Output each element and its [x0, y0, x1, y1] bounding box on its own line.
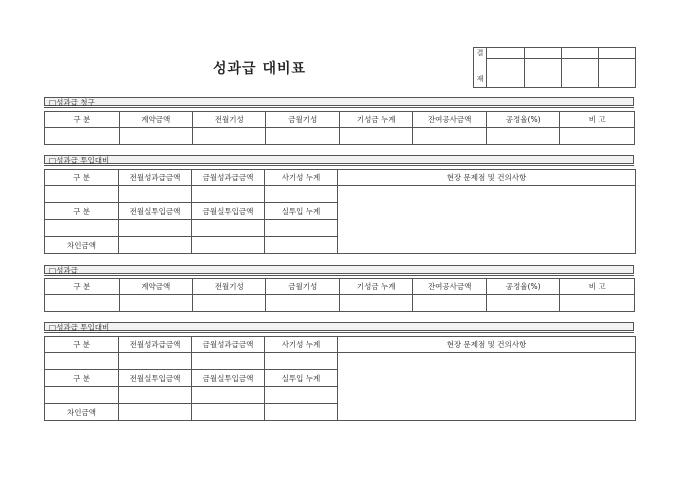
input-cell[interactable]	[265, 186, 338, 203]
input-cell[interactable]	[192, 128, 265, 145]
input-cell[interactable]	[119, 387, 192, 404]
input-cell[interactable]	[192, 295, 265, 312]
approval-sign-cell[interactable]	[599, 59, 636, 88]
col-header: 비 고	[560, 279, 635, 295]
input-cell[interactable]	[119, 237, 192, 254]
input-cell[interactable]	[192, 404, 265, 421]
col-header: 계약금액	[119, 279, 192, 295]
input-cell[interactable]	[560, 128, 635, 145]
input-cell[interactable]	[265, 404, 338, 421]
col-header: 전월기성	[192, 112, 265, 128]
row-label: 구 분	[45, 370, 119, 387]
input-cell[interactable]	[45, 353, 119, 370]
input-cell[interactable]	[266, 295, 339, 312]
input-cell[interactable]	[45, 387, 119, 404]
input-cell[interactable]	[339, 295, 412, 312]
col-header: 실투입 누계	[265, 370, 338, 387]
row-label: 구 분	[45, 170, 119, 186]
col-header: 전월실투입금액	[119, 370, 192, 387]
input-cell[interactable]	[119, 295, 192, 312]
section-header-input-compare-2: □성과급 투입대비	[44, 322, 634, 331]
diff-label: 차인금액	[45, 237, 119, 254]
input-compare-table	[44, 169, 636, 254]
col-header: 전월성과급금액	[119, 337, 192, 353]
input-cell[interactable]	[560, 295, 635, 312]
col-header: 전월성과급금액	[119, 170, 192, 186]
input-cell[interactable]	[192, 353, 265, 370]
col-header: 금월성과급금액	[192, 170, 265, 186]
input-cell[interactable]	[192, 186, 265, 203]
input-cell[interactable]	[266, 128, 339, 145]
input-cell[interactable]	[192, 220, 265, 237]
col-header: 전월실투입금액	[119, 203, 192, 220]
col-header: 잔여공사금액	[413, 112, 486, 128]
notes-area[interactable]	[338, 353, 636, 421]
input-cell[interactable]	[119, 186, 192, 203]
input-cell[interactable]	[119, 404, 192, 421]
notes-header: 현장 문제점 및 건의사항	[338, 337, 636, 353]
input-cell[interactable]	[119, 220, 192, 237]
row-label: 구 분	[45, 203, 119, 220]
input-cell[interactable]	[192, 387, 265, 404]
claim-table	[44, 111, 635, 145]
input-cell[interactable]	[486, 128, 559, 145]
input-cell[interactable]	[413, 128, 486, 145]
diff-label: 차인금액	[45, 404, 119, 421]
approval-sign-cell[interactable]	[525, 59, 562, 88]
input-cell[interactable]	[119, 353, 192, 370]
section-header-input-compare: □성과급 투입대비	[44, 155, 634, 164]
col-header: 금월성과급금액	[192, 337, 265, 353]
col-header: 금월기성	[266, 112, 339, 128]
col-header: 기성금 누계	[339, 279, 412, 295]
input-cell[interactable]	[339, 128, 412, 145]
input-cell[interactable]	[413, 295, 486, 312]
notes-area[interactable]	[338, 186, 636, 254]
input-cell[interactable]	[192, 237, 265, 254]
approval-header-cell[interactable]	[487, 48, 525, 59]
input-cell[interactable]	[265, 237, 338, 254]
col-header: 실투입 누계	[265, 203, 338, 220]
col-header: 구 분	[45, 112, 120, 128]
col-header: 공정율(%)	[486, 279, 559, 295]
col-header: 사기성 누계	[265, 170, 338, 186]
bonus-table	[44, 278, 635, 312]
approval-header-cell[interactable]	[562, 48, 599, 59]
approval-sign-cell[interactable]	[487, 59, 525, 88]
approval-box	[473, 47, 636, 88]
section-header-bonus: □성과급	[44, 265, 634, 274]
approval-label-gyeol: 결	[474, 48, 487, 59]
input-cell[interactable]	[486, 295, 559, 312]
input-cell[interactable]	[119, 128, 192, 145]
col-header: 공정율(%)	[486, 112, 559, 128]
col-header: 비 고	[560, 112, 635, 128]
row-label: 구 분	[45, 337, 119, 353]
input-cell[interactable]	[45, 186, 119, 203]
input-cell[interactable]	[45, 295, 120, 312]
col-header: 금월실투입금액	[192, 370, 265, 387]
input-cell[interactable]	[45, 128, 120, 145]
section-header-claim: □성과급 청구	[44, 97, 634, 106]
col-header: 금월실투입금액	[192, 203, 265, 220]
col-header: 계약금액	[119, 112, 192, 128]
approval-sign-cell[interactable]	[562, 59, 599, 88]
input-cell[interactable]	[45, 220, 119, 237]
input-cell[interactable]	[265, 353, 338, 370]
approval-header-cell[interactable]	[599, 48, 636, 59]
col-header: 잔여공사금액	[413, 279, 486, 295]
approval-label-jae: 재	[474, 59, 487, 88]
input-cell[interactable]	[265, 220, 338, 237]
input-compare-table-2	[44, 336, 636, 421]
col-header: 사기성 누계	[265, 337, 338, 353]
input-cell[interactable]	[265, 387, 338, 404]
col-header: 기성금 누계	[339, 112, 412, 128]
col-header: 금월기성	[266, 279, 339, 295]
notes-header: 현장 문제점 및 건의사항	[338, 170, 636, 186]
col-header: 구 분	[45, 279, 120, 295]
document-title: 성과급 대비표	[213, 61, 307, 77]
approval-header-cell[interactable]	[525, 48, 562, 59]
col-header: 전월기성	[192, 279, 265, 295]
